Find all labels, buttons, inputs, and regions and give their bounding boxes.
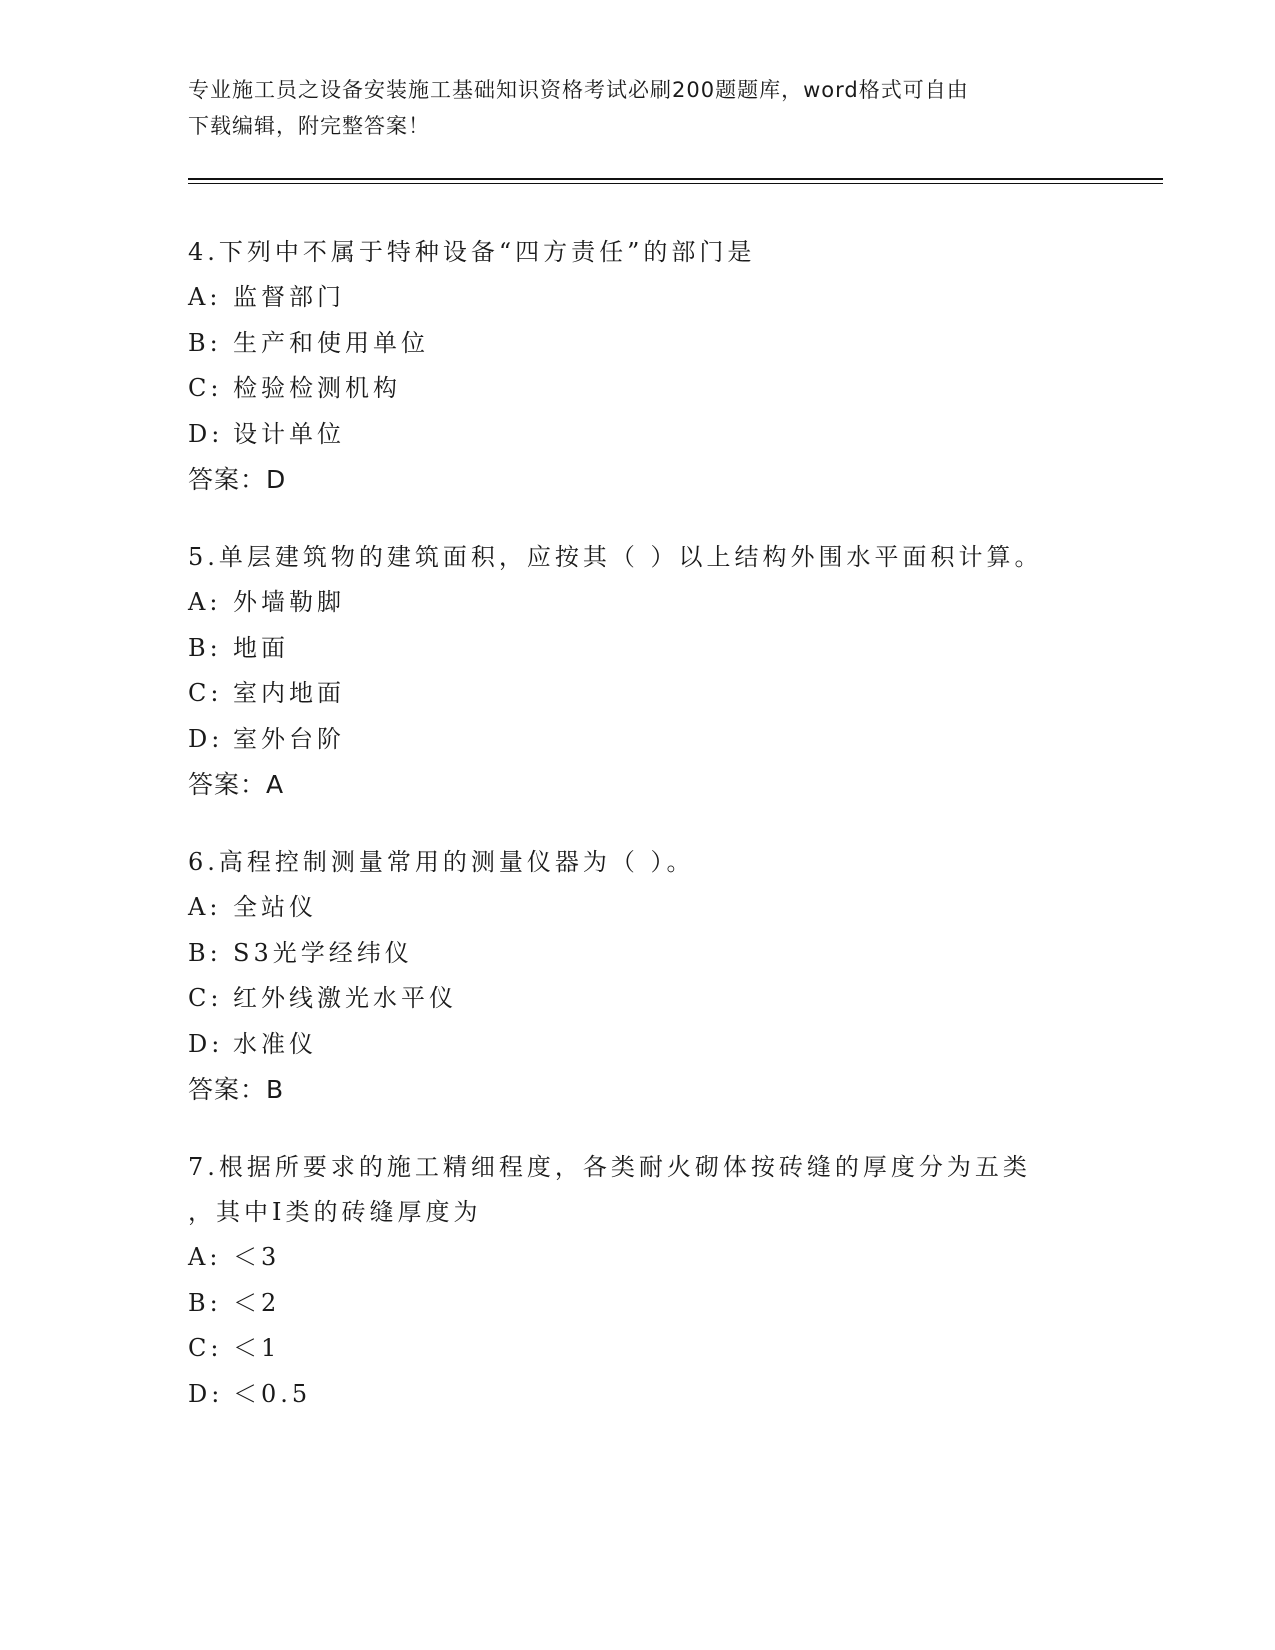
option-letter: B:	[188, 633, 222, 662]
option-text: 生产和使用单位	[233, 328, 429, 357]
option-b	[188, 321, 1088, 367]
question-4	[188, 230, 1088, 502]
option-letter: B:	[188, 938, 222, 967]
option-text: 红外线激光水平仪	[233, 984, 457, 1012]
header-line-2: 下载编辑，附完整答案！	[188, 114, 430, 138]
question-7	[188, 1145, 1088, 1417]
option-c	[188, 976, 1088, 1022]
option-b	[188, 931, 1088, 977]
option-letter: D:	[188, 1029, 224, 1058]
option-d	[188, 1022, 1088, 1068]
option-letter: D:	[188, 724, 224, 753]
option-letter: A:	[188, 283, 222, 311]
option-text: 地面	[233, 633, 289, 662]
answer-line: 答案：D	[188, 465, 287, 494]
question-stem: 5.单层建筑物的建筑面积，应按其（ ）以上结构外围水平面积计算。	[188, 543, 1043, 571]
question-stem-line-2: ，其中I类的砖缝厚度为	[188, 1198, 482, 1226]
option-letter: B:	[188, 1288, 222, 1317]
option-text: 室内地面	[233, 679, 345, 707]
option-c	[188, 1326, 1088, 1372]
option-d	[188, 717, 1088, 763]
header-divider-thick	[188, 178, 1163, 180]
option-text: 检验检测机构	[233, 374, 401, 402]
option-letter: C:	[188, 984, 223, 1012]
option-text: 水准仪	[233, 1029, 317, 1058]
option-letter: A:	[188, 1243, 222, 1271]
option-a	[188, 885, 1088, 931]
header-divider-thin	[188, 183, 1163, 184]
option-text: 监督部门	[233, 283, 345, 311]
answer-line: 答案：A	[188, 770, 285, 799]
option-a	[188, 580, 1088, 626]
option-a	[188, 1235, 1088, 1281]
question-stem-line-1: 7.根据所要求的施工精细程度，各类耐火砌体按砖缝的厚度分为五类	[188, 1153, 1031, 1181]
option-letter: A:	[188, 588, 222, 616]
option-text: 设计单位	[233, 419, 345, 448]
question-stem: 6.高程控制测量常用的测量仪器为（ ）。	[188, 848, 695, 876]
option-letter: B:	[188, 328, 222, 357]
option-text: S3光学经纬仪	[233, 938, 413, 967]
option-text: ＜2	[233, 1288, 281, 1317]
option-text: 室外台阶	[233, 724, 345, 753]
option-letter: D:	[188, 1379, 224, 1408]
option-b	[188, 1281, 1088, 1327]
question-stem: 4.下列中不属于特种设备“四方责任”的部门是	[188, 238, 756, 266]
option-letter: A:	[188, 893, 222, 921]
option-letter: C:	[188, 374, 223, 402]
option-a	[188, 275, 1088, 321]
option-c	[188, 366, 1088, 412]
option-text: ＜1	[233, 1334, 281, 1362]
option-text: ＜0.5	[233, 1379, 312, 1408]
document-header	[188, 72, 1088, 144]
option-text: 外墙勒脚	[233, 588, 345, 616]
option-text: 全站仪	[233, 893, 317, 921]
question-6	[188, 840, 1088, 1112]
option-letter: C:	[188, 1334, 223, 1362]
header-line-1: 专业施工员之设备安装施工基础知识资格考试必刷200题题库，word格式可自由	[188, 78, 969, 102]
option-text: ＜3	[233, 1243, 281, 1271]
option-letter: D:	[188, 419, 224, 448]
option-letter: C:	[188, 679, 223, 707]
option-d	[188, 412, 1088, 458]
question-5	[188, 535, 1088, 807]
option-c	[188, 671, 1088, 717]
option-b	[188, 626, 1088, 672]
answer-line: 答案：B	[188, 1075, 285, 1104]
option-d	[188, 1372, 1088, 1418]
